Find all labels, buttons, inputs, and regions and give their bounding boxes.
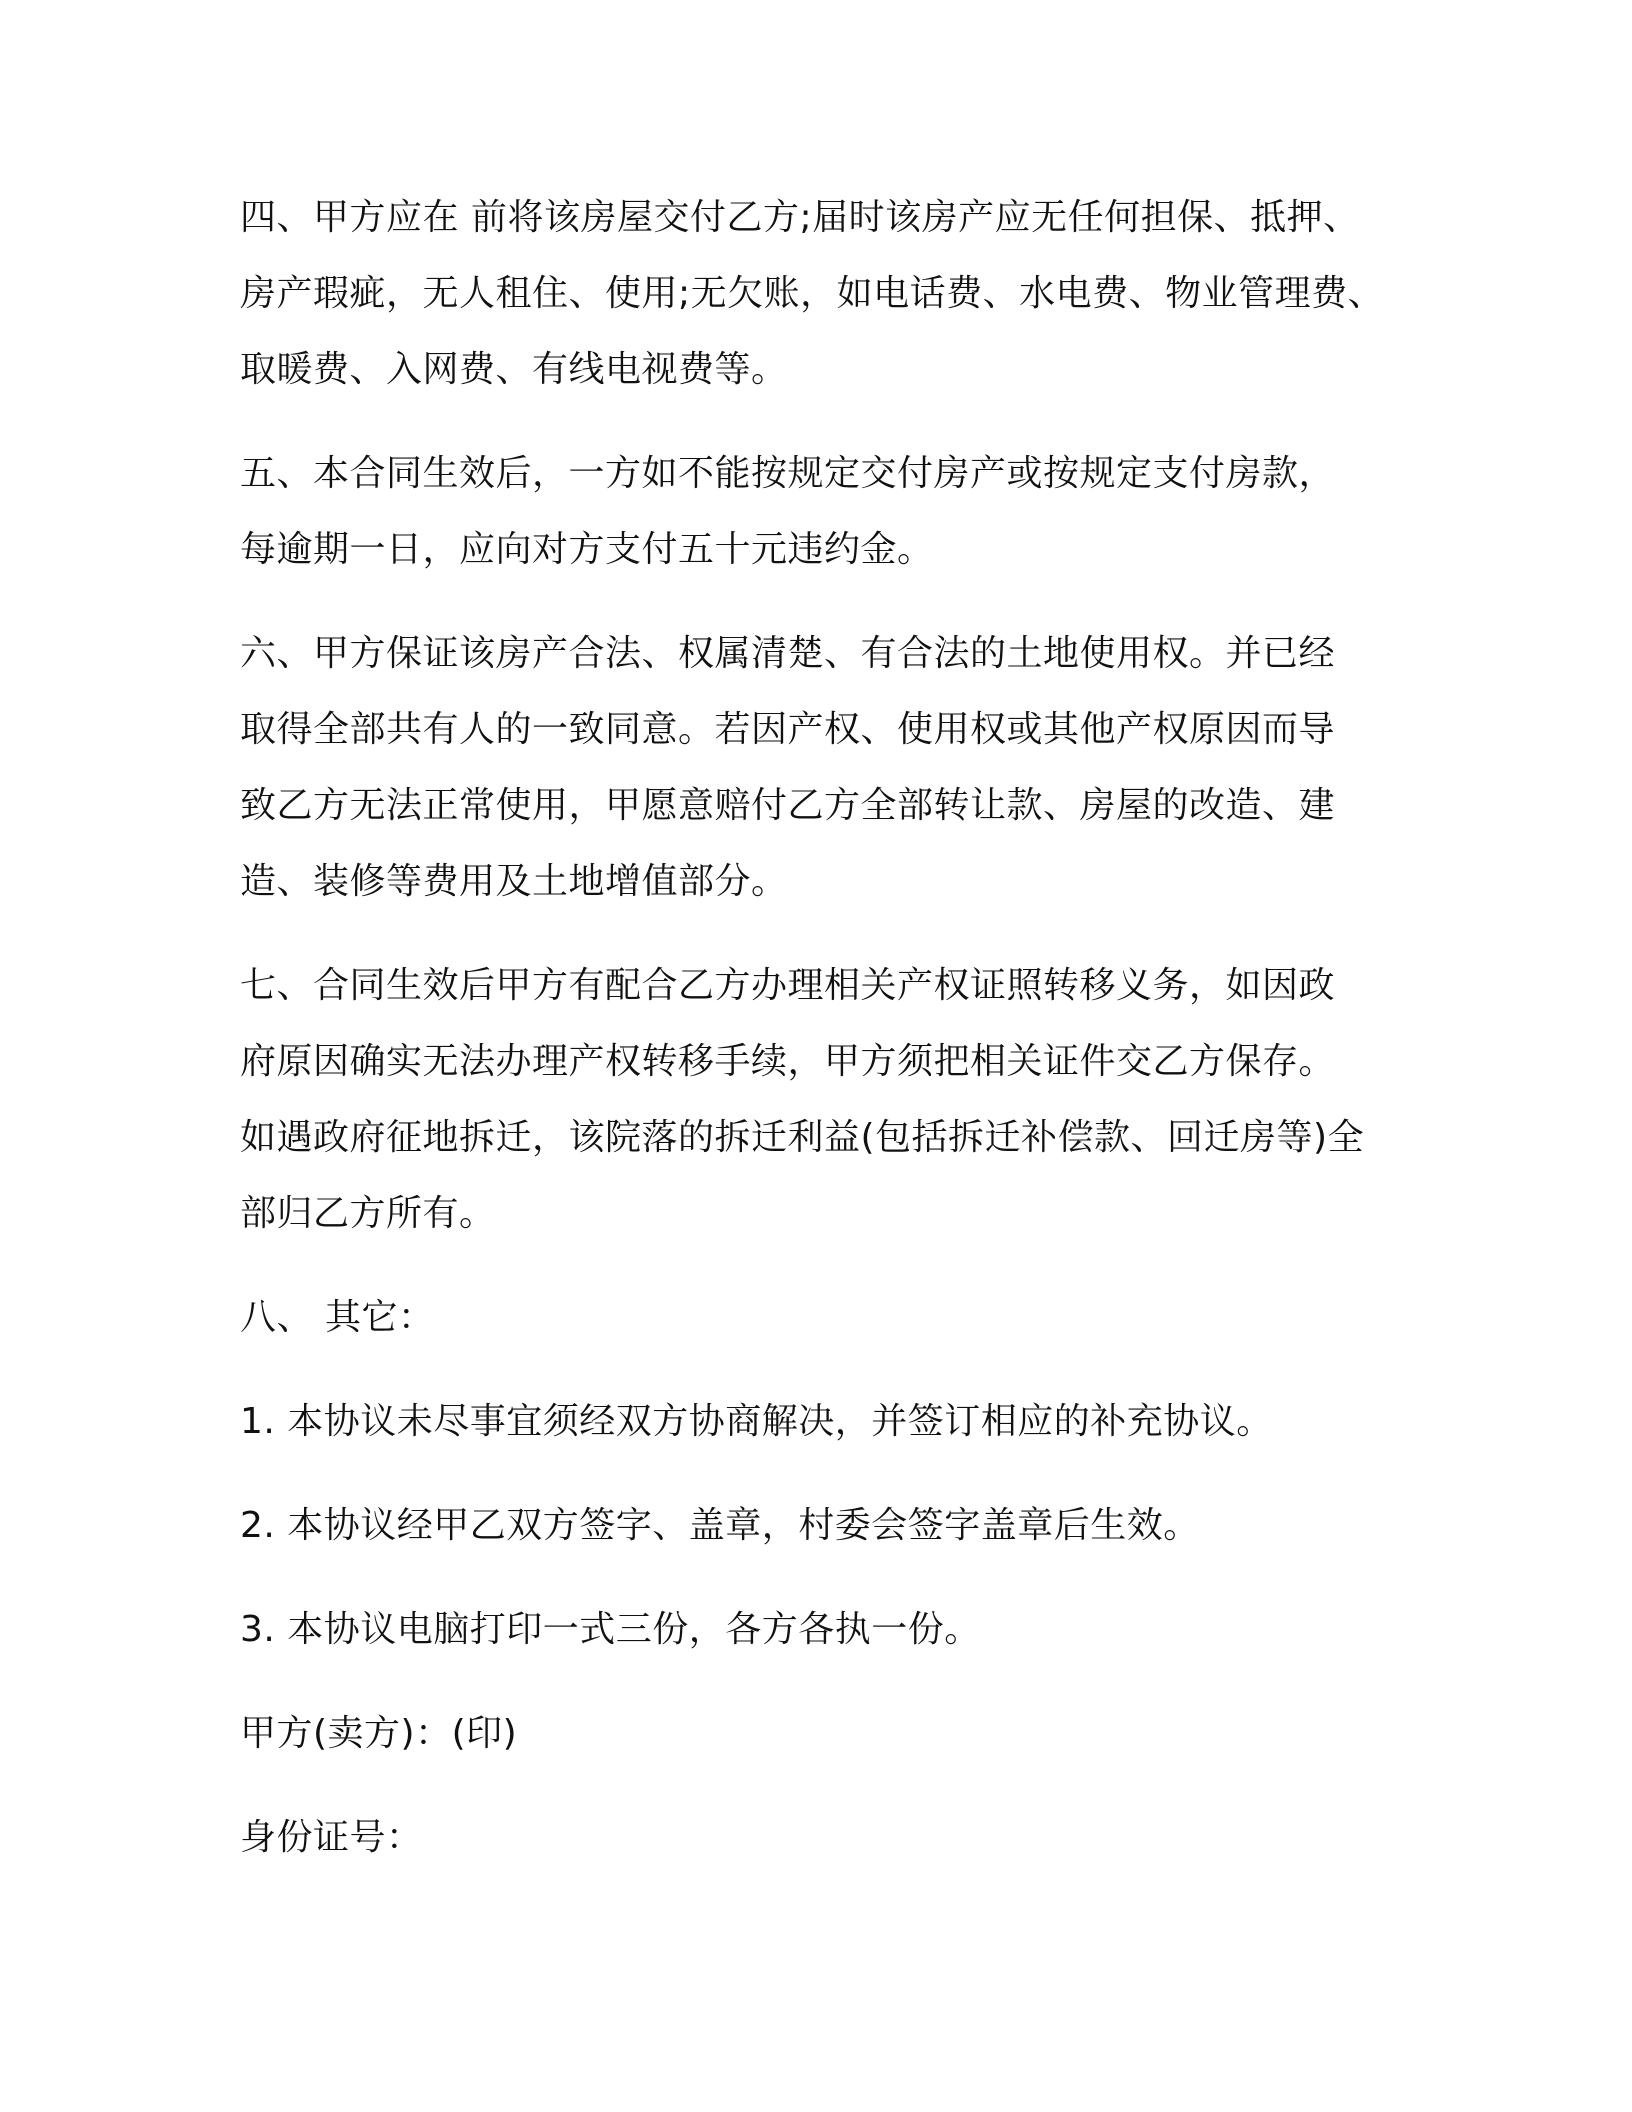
clause-8-heading: 八、 其它： <box>240 1297 435 1338</box>
clause-6-line-1: 六、甲方保证该房产合法、权属清楚、有合法的土地使用权。并已经 <box>240 633 1336 674</box>
clause-7-line-2: 府原因确实无法办理产权转移手续，甲方须把相关证件交乙方保存。 <box>240 1041 1336 1082</box>
clause-6-line-4: 造、装修等费用及土地增值部分。 <box>240 861 788 902</box>
clause-6-line-3: 致乙方无法正常使用，甲愿意赔付乙方全部转让款、房屋的改造、建 <box>240 785 1336 826</box>
clause-7-line-4: 部归乙方所有。 <box>240 1193 496 1234</box>
clause-7-line-1: 七、合同生效后甲方有配合乙方办理相关产权证照转移义务，如因政 <box>240 965 1336 1006</box>
clause-8-item-2: 2. 本协议经甲乙双方签字、盖章，村委会签字盖章后生效。 <box>240 1505 1200 1546</box>
clause-4-line-2: 房产瑕疵，无人租住、使用;无欠账，如电话费、水电费、物业管理费、 <box>240 273 1385 314</box>
clause-4-line-3: 取暖费、入网费、有线电视费等。 <box>240 349 788 390</box>
clause-8-item-1: 1. 本协议未尽事宜须经双方协商解决，并签订相应的补充协议。 <box>240 1401 1273 1442</box>
clause-5-line-1: 五、本合同生效后，一方如不能按规定交付房产或按规定支付房款， <box>240 453 1336 494</box>
clause-8-item-3: 3. 本协议电脑打印一式三份，各方各执一份。 <box>240 1609 981 1650</box>
clause-4-line-1: 四、甲方应在 前将该房屋交付乙方;届时该房产应无任何担保、抵押、 <box>240 197 1360 238</box>
clause-5-line-2: 每逾期一日，应向对方支付五十元违约金。 <box>240 529 934 570</box>
clause-6-line-2: 取得全部共有人的一致同意。若因产权、使用权或其他产权原因而导 <box>240 709 1336 750</box>
party-a-signature-label: 甲方(卖方)：(印) <box>240 1713 518 1754</box>
id-number-label: 身份证号： <box>240 1817 423 1858</box>
clause-7-line-3: 如遇政府征地拆迁，该院落的拆迁利益(包括拆迁补偿款、回迁房等)全 <box>240 1117 1365 1158</box>
